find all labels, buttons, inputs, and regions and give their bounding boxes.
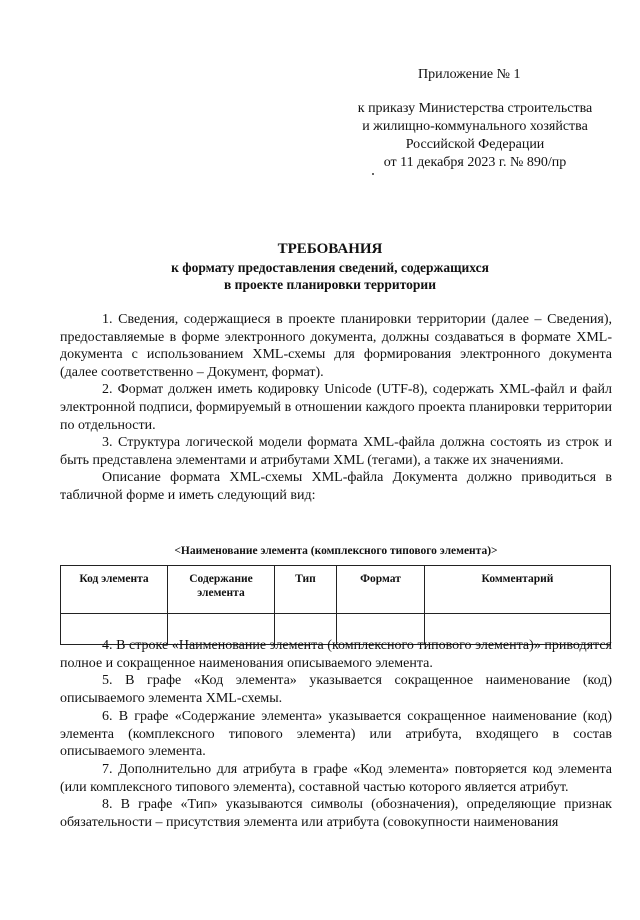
- title-subtitle: к формату предоставления сведений, содержащихся: [171, 260, 489, 275]
- table-header-cell: Тип: [275, 566, 337, 614]
- appendix-date: от 11 декабря 2023 г. № 890/пр: [383, 155, 567, 170]
- table-header-cell: Код элемента: [61, 566, 168, 614]
- appendix-header: [340, 66, 610, 172]
- appendix-line: к приказу Министерства строительства: [357, 101, 593, 116]
- paragraph: 8. В графе «Тип» указываются символы (обозначения), определяющие признак обязательности – присутствия элемента или атрибута (совокупности наименования: [60, 797, 612, 831]
- appendix-line: и жилищно-коммунального хозяйства: [362, 119, 588, 134]
- paragraph: Описание формата XML-схемы XML-файла Документа должно приводиться в табличной форме и иметь следующий вид:: [60, 470, 612, 503]
- title-subtitle: в проекте планировки территории: [224, 277, 436, 292]
- scan-speck: [372, 173, 374, 175]
- paragraph: 1. Сведения, содержащиеся в проекте планировки территории (далее – Сведения), предоставляемые в форме электронного документа, должны создаваться в формате XML-документа с использованием XML-схемы для формирования электронного документа (далее соответственно – Документ, формат).: [60, 312, 612, 380]
- paragraph: 5. В графе «Код элемента» указывается сокращенное наименование (код) описываемого элемента XML-схемы.: [60, 673, 612, 707]
- body-section-bottom: [60, 637, 612, 832]
- table-header-cell: Комментарий: [425, 566, 611, 614]
- paragraph: 2. Формат должен иметь кодировку Unicode (UTF-8), содержать XML-файл и файл электронной подписи, формируемый в отношении каждого проекта планировки территории по отдельности.: [60, 382, 612, 433]
- document-title: [40, 240, 620, 293]
- table-header-cell: Формат: [337, 566, 425, 614]
- format-table: [60, 565, 611, 645]
- appendix-line: Российской Федерации: [405, 137, 545, 152]
- paragraph: 3. Структура логической модели формата XML-файла должна состоять из строк и быть представлена элементами и атрибутами XML (тегами), а также их значениями.: [60, 435, 612, 468]
- title-main: ТРЕБОВАНИЯ: [277, 241, 383, 257]
- paragraph: 4. В строке «Наименование элемента (комплексного типового элемента)» приводятся полное и сокращенное наименования описываемого элемента.: [60, 638, 612, 671]
- body-section-top: [60, 311, 612, 505]
- table-header-row: [61, 566, 611, 614]
- table-caption: <Наименование элемента (комплексного типового элемента)>: [174, 545, 498, 557]
- table-header-cell: Содержание элемента: [168, 566, 275, 614]
- paragraph: 6. В графе «Содержание элемента» указывается сокращенное наименование (код) элемента (комплексного типового элемента) или атрибута, входящего в состав описываемого элемента.: [60, 708, 612, 760]
- paragraph: 7. Дополнительно для атрибута в графе «Код элемента» повторяется код элемента (или комплексного типового элемента), составной частью которого является атрибут.: [60, 761, 612, 795]
- appendix-number: Приложение № 1: [418, 67, 521, 82]
